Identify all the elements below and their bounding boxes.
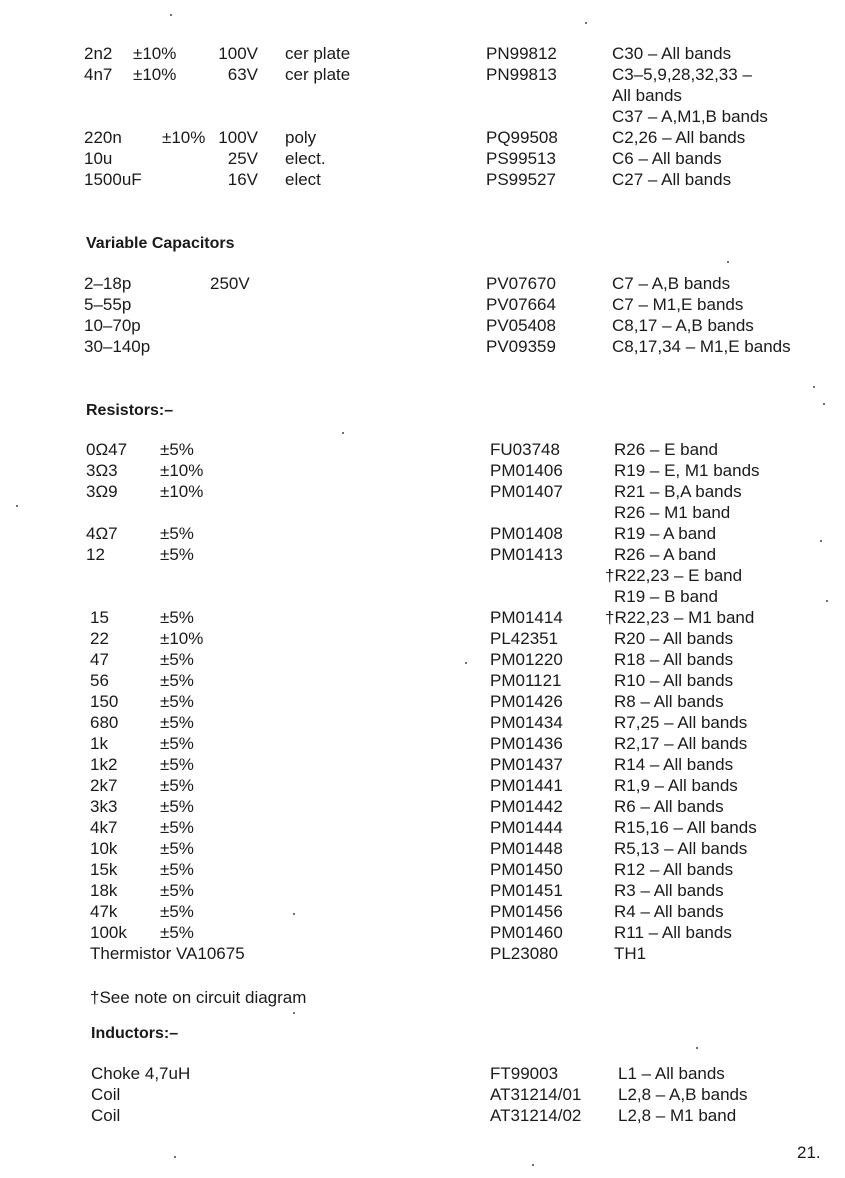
resistor-row bbox=[0, 481, 845, 502]
resistor-circuit-ref: R26 – E band bbox=[614, 440, 718, 459]
resistor-part-number: PM01442 bbox=[490, 797, 563, 816]
resistor-tolerance: ±5% bbox=[160, 902, 194, 921]
resistor-circuit-ref: R19 – E, M1 bands bbox=[614, 461, 760, 480]
scan-speck bbox=[342, 432, 344, 434]
capacitor-part-number: PS99513 bbox=[486, 149, 556, 168]
inductor-circuit-ref: L2,8 – A,B bands bbox=[618, 1085, 748, 1104]
variable-capacitor-circuit-ref: C7 – A,B bands bbox=[612, 274, 731, 293]
capacitor-circuit-ref: C2,26 – All bands bbox=[612, 128, 746, 147]
capacitor-row bbox=[0, 148, 845, 169]
resistor-row bbox=[0, 901, 845, 922]
capacitor-type: cer plate bbox=[285, 65, 351, 84]
capacitor-type: elect bbox=[285, 170, 321, 189]
resistor-value: 1k2 bbox=[90, 755, 118, 774]
resistor-value: 15 bbox=[90, 608, 109, 627]
variable-capacitors-heading: Variable Capacitors bbox=[86, 235, 235, 252]
resistor-tolerance: ±5% bbox=[160, 545, 194, 564]
inductor-row bbox=[0, 1063, 845, 1084]
resistor-value: 10k bbox=[90, 839, 118, 858]
inductor-value: Choke 4,7uH bbox=[91, 1064, 191, 1083]
resistor-circuit-ref: †R22,23 – M1 band bbox=[605, 608, 755, 627]
capacitor-type: poly bbox=[285, 128, 317, 147]
resistor-row bbox=[0, 670, 845, 691]
page-number: 21. bbox=[797, 1143, 821, 1162]
capacitor-value: 220n bbox=[84, 128, 122, 147]
inductor-row bbox=[0, 1084, 845, 1105]
resistor-value: 4Ω7 bbox=[86, 524, 118, 543]
resistor-value: 18k bbox=[90, 881, 118, 900]
resistor-circuit-ref: R19 – B band bbox=[614, 587, 718, 606]
variable-capacitor-value: 5–55p bbox=[84, 295, 132, 314]
resistor-value: 47k bbox=[90, 902, 118, 921]
resistor-tolerance: ±5% bbox=[160, 734, 194, 753]
resistor-row bbox=[0, 691, 845, 712]
resistors-heading: Resistors:– bbox=[86, 402, 174, 419]
resistor-circuit-ref: R3 – All bands bbox=[614, 881, 724, 900]
resistor-circuit-ref: R26 – A band bbox=[614, 545, 717, 564]
resistor-tolerance: ±10% bbox=[160, 482, 204, 501]
capacitor-ref-continuation bbox=[0, 106, 845, 127]
resistor-circuit-ref: †R22,23 – E band bbox=[605, 566, 743, 585]
variable-capacitor-part-number: PV05408 bbox=[486, 316, 556, 335]
resistor-row bbox=[0, 796, 845, 817]
resistor-tolerance: ±5% bbox=[160, 818, 194, 837]
resistor-circuit-ref: R1,9 – All bands bbox=[614, 776, 738, 795]
resistor-circuit-ref: R4 – All bands bbox=[614, 902, 724, 921]
resistor-part-number: PM01406 bbox=[490, 461, 563, 480]
capacitor-voltage: 100V bbox=[218, 128, 258, 147]
resistor-value: 150 bbox=[90, 692, 119, 711]
scan-speck bbox=[465, 662, 467, 664]
scan-speck bbox=[826, 600, 828, 602]
scan-speck bbox=[293, 1012, 295, 1014]
resistor-row bbox=[0, 880, 845, 901]
resistor-part-number: PL42351 bbox=[490, 629, 559, 648]
capacitor-type: cer plate bbox=[285, 44, 351, 63]
resistor-part-number: PM01407 bbox=[490, 482, 563, 501]
resistor-circuit-ref: R12 – All bands bbox=[614, 860, 734, 879]
resistor-tolerance: ±5% bbox=[160, 860, 194, 879]
resistor-circuit-ref: R7,25 – All bands bbox=[614, 713, 748, 732]
variable-capacitor-row bbox=[0, 273, 845, 294]
resistor-part-number: PM01456 bbox=[490, 902, 563, 921]
capacitor-circuit-ref: C27 – All bands bbox=[612, 170, 732, 189]
resistor-tolerance: ±5% bbox=[160, 650, 194, 669]
resistor-circuit-ref: R6 – All bands bbox=[614, 797, 724, 816]
variable-capacitor-voltage: 250V bbox=[210, 274, 250, 293]
resistor-tolerance: ±10% bbox=[160, 629, 204, 648]
resistor-value: 680 bbox=[90, 713, 119, 732]
variable-capacitor-circuit-ref: C8,17,34 – M1,E bands bbox=[612, 337, 791, 356]
capacitor-row bbox=[0, 43, 845, 64]
resistor-row bbox=[0, 817, 845, 838]
resistor-row bbox=[0, 838, 845, 859]
scan-speck bbox=[532, 1164, 534, 1166]
capacitor-value: 10u bbox=[84, 149, 113, 168]
scan-speck bbox=[727, 261, 729, 263]
resistor-value: 47 bbox=[90, 650, 109, 669]
resistor-tolerance: ±5% bbox=[160, 755, 194, 774]
variable-capacitor-part-number: PV07664 bbox=[486, 295, 556, 314]
resistor-value: 0Ω47 bbox=[86, 440, 128, 459]
resistor-row bbox=[0, 712, 845, 733]
inductor-value: Coil bbox=[91, 1106, 121, 1125]
resistor-circuit-ref: R15,16 – All bands bbox=[614, 818, 757, 837]
resistor-part-number: PM01444 bbox=[490, 818, 563, 837]
capacitor-voltage: 25V bbox=[227, 149, 258, 168]
resistor-part-number: PM01460 bbox=[490, 923, 563, 942]
resistor-circuit-ref: R10 – All bands bbox=[614, 671, 734, 690]
resistor-part-number: PM01441 bbox=[490, 776, 563, 795]
resistor-row bbox=[0, 754, 845, 775]
resistor-value: 2k7 bbox=[90, 776, 118, 795]
thermistor-part-number: PL23080 bbox=[490, 944, 559, 963]
resistor-part-number: PM01121 bbox=[490, 671, 562, 690]
scan-speck bbox=[174, 1156, 176, 1158]
capacitor-circuit-ref: C30 – All bands bbox=[612, 44, 732, 63]
resistor-tolerance: ±5% bbox=[160, 524, 194, 543]
footnote: †See note on circuit diagram bbox=[90, 988, 307, 1007]
resistor-part-number: PM01434 bbox=[490, 713, 563, 732]
resistor-tolerance: ±5% bbox=[160, 671, 194, 690]
thermistor-row bbox=[0, 943, 845, 964]
scan-speck bbox=[293, 913, 295, 915]
resistor-row bbox=[0, 439, 845, 460]
capacitor-part-number: PN99813 bbox=[486, 65, 557, 84]
resistor-row bbox=[0, 922, 845, 943]
variable-capacitor-row bbox=[0, 336, 845, 357]
capacitor-tolerance: ±10% bbox=[133, 65, 177, 84]
capacitor-voltage: 63V bbox=[227, 65, 258, 84]
resistor-part-number: PM01436 bbox=[490, 734, 563, 753]
capacitor-value: 4n7 bbox=[84, 65, 113, 84]
capacitor-ref-continuation bbox=[0, 85, 845, 106]
inductor-row bbox=[0, 1105, 845, 1126]
scan-speck bbox=[16, 505, 18, 507]
resistor-circuit-ref: R21 – B,A bands bbox=[614, 482, 742, 501]
resistor-value: 100k bbox=[90, 923, 127, 942]
resistor-value: 15k bbox=[90, 860, 118, 879]
resistor-value: 22 bbox=[90, 629, 109, 648]
resistor-row bbox=[0, 775, 845, 796]
resistor-part-number: FU03748 bbox=[490, 440, 560, 459]
resistor-part-number: PM01437 bbox=[490, 755, 563, 774]
capacitor-voltage: 100V bbox=[218, 44, 258, 63]
capacitor-part-number: PS99527 bbox=[486, 170, 556, 189]
resistor-circuit-ref: R20 – All bands bbox=[614, 629, 734, 648]
resistor-row bbox=[0, 607, 845, 628]
capacitor-row bbox=[0, 64, 845, 85]
resistor-circuit-ref: R11 – All bands bbox=[614, 923, 732, 942]
resistor-value: 3Ω9 bbox=[86, 482, 118, 501]
thermistor-circuit-ref: TH1 bbox=[614, 944, 647, 963]
resistor-part-number: PM01426 bbox=[490, 692, 563, 711]
resistor-part-number: PM01451 bbox=[490, 881, 563, 900]
inductor-part-number: FT99003 bbox=[490, 1064, 559, 1083]
capacitor-circuit-ref: All bands bbox=[612, 86, 682, 105]
scan-speck bbox=[823, 403, 825, 405]
inductor-part-number: AT31214/01 bbox=[490, 1085, 582, 1104]
capacitor-type: elect. bbox=[285, 149, 326, 168]
inductors-heading: Inductors:– bbox=[91, 1025, 179, 1042]
resistor-part-number: PM01450 bbox=[490, 860, 563, 879]
resistor-circuit-ref: R14 – All bands bbox=[614, 755, 734, 774]
variable-capacitor-row bbox=[0, 315, 845, 336]
resistor-value: 12 bbox=[86, 545, 105, 564]
resistor-tolerance: ±5% bbox=[160, 713, 194, 732]
inductor-circuit-ref: L2,8 – M1 band bbox=[618, 1106, 737, 1125]
capacitor-circuit-ref: C37 – A,M1,B bands bbox=[612, 107, 768, 126]
capacitor-part-number: PN99812 bbox=[486, 44, 557, 63]
scan-speck bbox=[170, 14, 172, 16]
capacitor-circuit-ref: C3–5,9,28,32,33 – bbox=[612, 65, 752, 84]
thermistor-value: Thermistor VA10675 bbox=[90, 944, 245, 963]
scan-speck bbox=[820, 540, 822, 542]
resistor-part-number: PM01408 bbox=[490, 524, 563, 543]
capacitor-circuit-ref: C6 – All bands bbox=[612, 149, 722, 168]
resistor-part-number: PM01220 bbox=[490, 650, 563, 669]
capacitor-row bbox=[0, 127, 845, 148]
variable-capacitor-value: 2–18p bbox=[84, 274, 132, 293]
resistor-value: 1k bbox=[90, 734, 108, 753]
resistor-row bbox=[0, 859, 845, 880]
resistor-tolerance: ±5% bbox=[160, 692, 194, 711]
capacitor-value: 2n2 bbox=[84, 44, 113, 63]
resistor-circuit-ref: R8 – All bands bbox=[614, 692, 724, 711]
resistor-row bbox=[0, 628, 845, 649]
resistor-tolerance: ±5% bbox=[160, 440, 194, 459]
resistor-part-number: PM01414 bbox=[490, 608, 563, 627]
variable-capacitor-value: 30–140p bbox=[84, 337, 151, 356]
resistor-value: 56 bbox=[90, 671, 109, 690]
scan-speck bbox=[813, 386, 815, 388]
resistor-tolerance: ±10% bbox=[160, 461, 204, 480]
inductor-circuit-ref: L1 – All bands bbox=[618, 1064, 725, 1083]
inductor-part-number: AT31214/02 bbox=[490, 1106, 582, 1125]
resistor-value: 3k3 bbox=[90, 797, 118, 816]
resistor-tolerance: ±5% bbox=[160, 776, 194, 795]
capacitor-voltage: 16V bbox=[227, 170, 258, 189]
resistor-tolerance: ±5% bbox=[160, 839, 194, 858]
capacitor-value: 1500uF bbox=[84, 170, 142, 189]
resistor-value: 4k7 bbox=[90, 818, 118, 837]
variable-capacitor-circuit-ref: C8,17 – A,B bands bbox=[612, 316, 754, 335]
scan-speck bbox=[585, 22, 587, 24]
resistor-part-number: PM01448 bbox=[490, 839, 563, 858]
resistor-circuit-ref: R26 – M1 band bbox=[614, 503, 731, 522]
capacitor-row bbox=[0, 169, 845, 190]
resistor-tolerance: ±5% bbox=[160, 881, 194, 900]
resistor-row bbox=[0, 544, 845, 565]
capacitor-part-number: PQ99508 bbox=[486, 128, 558, 147]
resistor-row bbox=[0, 733, 845, 754]
variable-capacitor-value: 10–70p bbox=[84, 316, 141, 335]
resistor-circuit-ref: R5,13 – All bands bbox=[614, 839, 748, 858]
resistor-ref-continuation bbox=[0, 586, 845, 607]
capacitor-tolerance: ±10% bbox=[162, 128, 206, 147]
variable-capacitor-part-number: PV09359 bbox=[486, 337, 556, 356]
resistor-circuit-ref: R19 – A band bbox=[614, 524, 717, 543]
resistor-circuit-ref: R2,17 – All bands bbox=[614, 734, 748, 753]
resistor-ref-continuation bbox=[0, 502, 845, 523]
variable-capacitor-circuit-ref: C7 – M1,E bands bbox=[612, 295, 744, 314]
resistor-tolerance: ±5% bbox=[160, 797, 194, 816]
resistor-tolerance: ±5% bbox=[160, 608, 194, 627]
resistor-row bbox=[0, 523, 845, 544]
capacitor-tolerance: ±10% bbox=[133, 44, 177, 63]
variable-capacitor-row bbox=[0, 294, 845, 315]
resistor-circuit-ref: R18 – All bands bbox=[614, 650, 734, 669]
inductor-value: Coil bbox=[91, 1085, 121, 1104]
scan-speck bbox=[696, 1047, 698, 1049]
resistor-row bbox=[0, 649, 845, 670]
variable-capacitor-part-number: PV07670 bbox=[486, 274, 556, 293]
resistor-value: 3Ω3 bbox=[86, 461, 118, 480]
resistor-row bbox=[0, 460, 845, 481]
resistor-ref-continuation bbox=[0, 565, 845, 586]
resistor-part-number: PM01413 bbox=[490, 545, 563, 564]
resistor-tolerance: ±5% bbox=[160, 923, 194, 942]
